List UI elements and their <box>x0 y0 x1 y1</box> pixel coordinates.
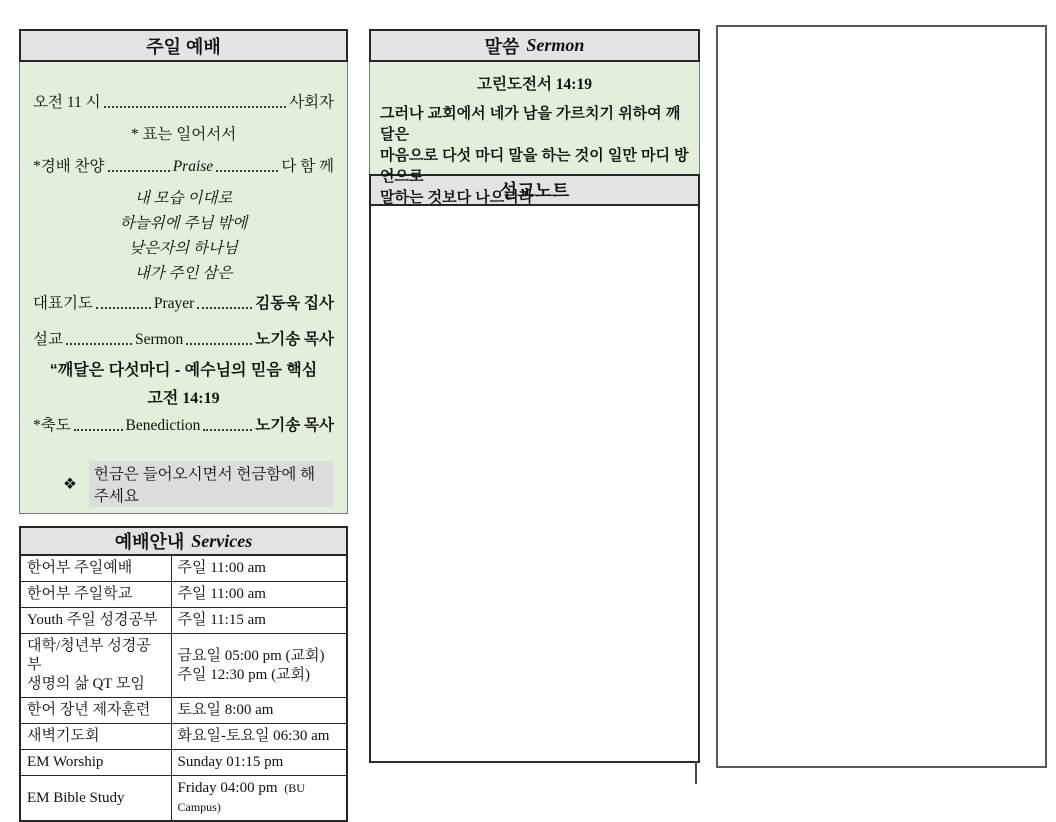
service-name-cell: 한어부 주일학교 <box>20 582 171 608</box>
table-row <box>20 608 347 634</box>
service-time-cell: Sunday 01:15 pm <box>171 750 347 776</box>
benediction-label-ko: *축도 <box>33 417 71 434</box>
table-row <box>20 776 347 822</box>
service-time-cell: 화요일-토요일 06:30 am <box>171 724 347 750</box>
worship-order-title: 주일 예배 <box>146 36 221 57</box>
dotted-leader <box>96 307 151 309</box>
table-row <box>20 582 347 608</box>
service-time-line: 금요일 05:00 pm (교회) <box>177 647 325 664</box>
praise-by-label: 다 함 께 <box>281 158 335 175</box>
worship-time-line <box>33 90 334 112</box>
service-name-cell: 새벽기도회 <box>20 724 171 750</box>
praise-label-ko: *경배 찬양 <box>33 158 105 175</box>
service-name-line: 대학/청년부 성경공부 <box>27 638 151 673</box>
offering-note-text: 헌금은 들어오시면서 헌금함에 해주세요 <box>89 461 334 507</box>
dotted-leader <box>197 307 252 309</box>
dotted-leader <box>186 343 252 345</box>
sermon-header-ko: 말씀 <box>484 36 520 57</box>
service-name-cell: EM Bible Study <box>20 776 171 822</box>
benediction-person-name: 노기송 목사 <box>255 417 335 434</box>
service-time-cell <box>171 634 347 698</box>
service-name-cell: 한어부 주일예배 <box>20 555 171 582</box>
worship-order-panel <box>19 62 348 514</box>
column-fold-line <box>695 761 697 784</box>
table-row <box>20 555 347 582</box>
service-name-cell <box>20 634 171 698</box>
service-time-cell: 주일 11:00 am <box>171 582 347 608</box>
service-time-line: 주일 12:30 pm (교회) <box>177 666 311 683</box>
sermon-title-text: “깨달은 다섯마디 - 예수님의 믿음 핵심 <box>49 362 318 379</box>
blank-page-box <box>716 25 1047 768</box>
service-time-cell: 토요일 8:00 am <box>171 698 347 724</box>
benediction-label-en: Benediction <box>125 417 201 434</box>
offering-note <box>63 461 334 507</box>
middle-column <box>369 29 700 763</box>
dotted-leader <box>66 343 132 345</box>
services-table <box>19 554 348 822</box>
dotted-leader <box>104 106 286 108</box>
dotted-leader <box>74 429 123 431</box>
scripture-line: 그러나 교회에서 네가 남을 가르치기 위하여 깨달은 <box>380 105 681 143</box>
sermon-notes-box <box>369 206 700 763</box>
table-row <box>20 698 347 724</box>
dotted-leader <box>108 170 170 172</box>
services-header <box>19 526 348 556</box>
service-time-text: Friday 04:00 pm <box>177 780 278 796</box>
scripture-line: 마음으로 다섯 마디 말을 하는 것이 일만 마디 방언으로 <box>380 147 689 185</box>
sermon-header <box>369 29 700 62</box>
service-name-line: 생명의 삶 QT 모임 <box>27 676 145 692</box>
service-name-cell: EM Worship <box>20 750 171 776</box>
hymn-line: 낮은자의 하나님 <box>129 240 238 257</box>
prayer-person-name: 김동욱 집사 <box>255 295 335 312</box>
prayer-line <box>33 291 334 313</box>
praise-label-en: Praise <box>172 158 214 175</box>
praise-line <box>33 154 334 176</box>
sermon-person-name: 노기송 목사 <box>255 331 335 348</box>
diamond-bullet-icon: ❖ <box>63 475 77 493</box>
service-time-note: (BU Campus) <box>177 781 305 814</box>
left-column <box>19 29 348 822</box>
scripture-reference: 고린도전서 14:19 <box>477 76 592 93</box>
sermon-header-en: Sermon <box>526 35 585 55</box>
worship-presider-label: 사회자 <box>289 94 334 111</box>
sermon-notes-title: 설교노트 <box>499 181 570 201</box>
benediction-line <box>33 413 334 435</box>
stand-note: * 표는 일어서서 <box>130 126 237 143</box>
hymn-line: 내가 주인 삼은 <box>134 265 233 282</box>
service-name-cell: 한어 장년 제자훈련 <box>20 698 171 724</box>
service-time-cell: 주일 11:00 am <box>171 555 347 582</box>
worship-time-label: 오전 11 시 <box>33 94 101 111</box>
table-row <box>20 750 347 776</box>
sermon-label-en: Sermon <box>135 331 184 348</box>
service-time-cell: 주일 11:15 am <box>171 608 347 634</box>
prayer-label-ko: 대표기도 <box>33 295 93 312</box>
services-title-en: Services <box>191 530 253 551</box>
worship-order-header <box>19 29 348 62</box>
dotted-leader <box>203 429 252 431</box>
service-time-cell <box>171 776 347 822</box>
hymn-line: 내 모습 이대로 <box>134 190 233 207</box>
dotted-leader <box>216 170 278 172</box>
sermon-label-ko: 설교 <box>33 331 63 348</box>
table-row <box>20 634 347 698</box>
services-title-ko: 예배안내 <box>114 532 185 552</box>
scripture-line: 말하는 것보다 나으니라 <box>380 189 534 206</box>
table-row <box>20 724 347 750</box>
prayer-label-en: Prayer <box>153 295 195 312</box>
sermon-scripture-ref-short: 고전 14:19 <box>147 390 220 407</box>
hymn-line: 하늘위에 주님 밖에 <box>119 215 248 232</box>
service-name-cell: Youth 주일 성경공부 <box>20 608 171 634</box>
sermon-line <box>33 327 334 349</box>
